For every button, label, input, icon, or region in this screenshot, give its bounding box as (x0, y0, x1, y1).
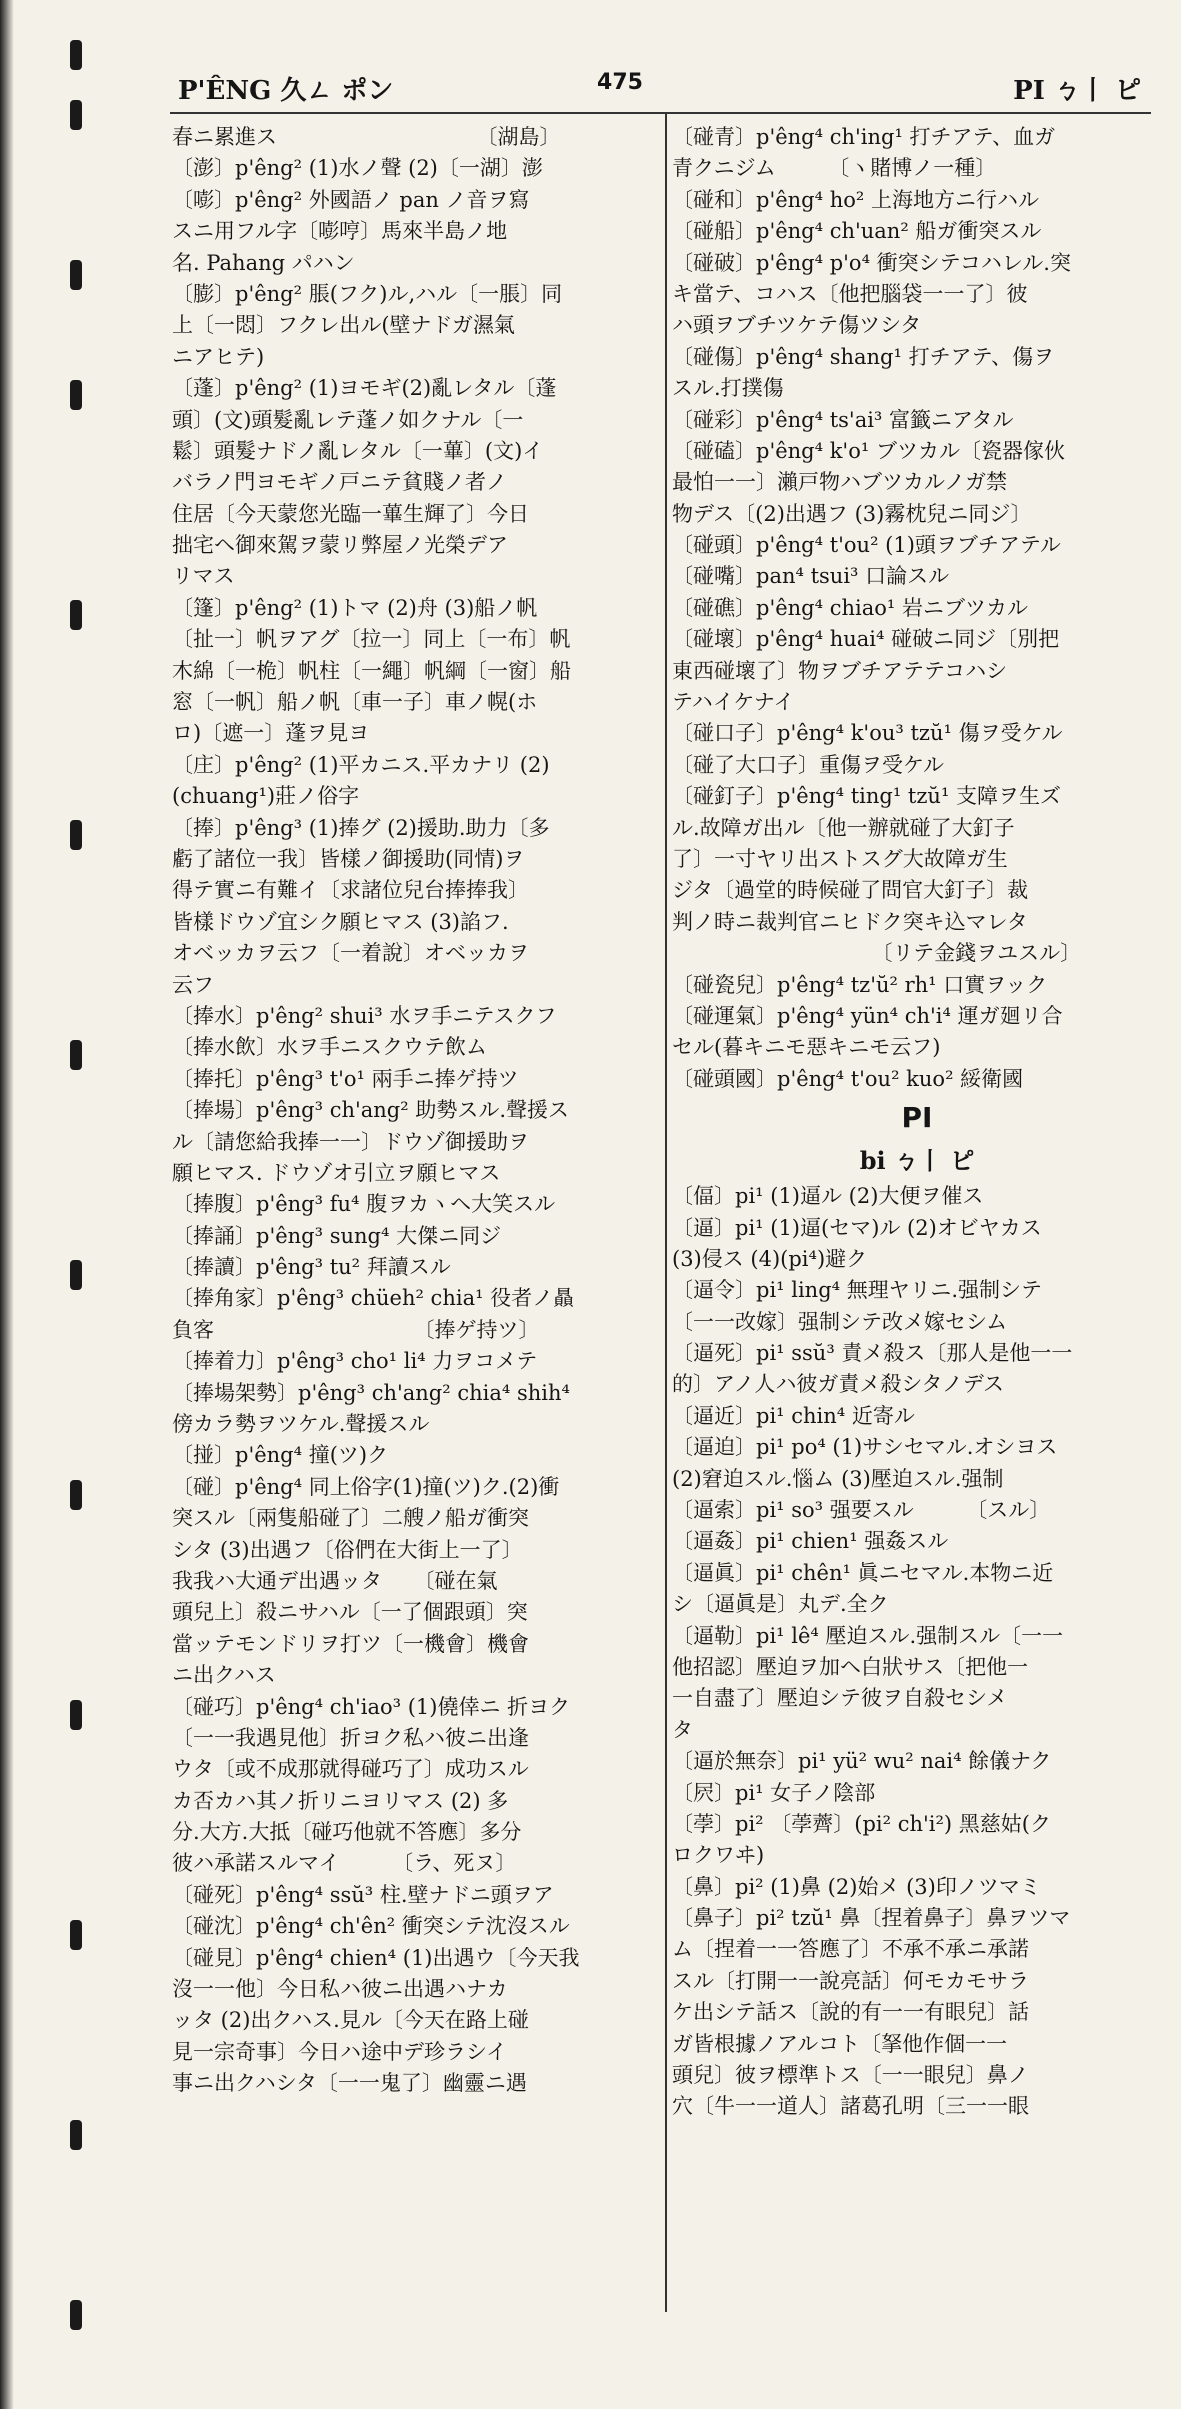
entry-line: 〔一一改嫁〕强制シテ改メ嫁セシム (672, 1309, 1008, 1334)
entry-line: 沒一一他〕今日私ハ彼ニ出遇ハナカ (172, 1977, 508, 2002)
entry-line: 的〕アノ人ハ彼ガ責メ殺シタノデス (672, 1372, 1005, 1397)
entry-line: 皆樣ドウゾ宜シク願ヒマス (3)諂フ. (172, 909, 509, 934)
entry-line: 〔逼於無奈〕pi¹ yü² wu² nai⁴ 餘儀ナク (672, 1749, 1052, 1774)
entry-line: 〔捧誦〕p'êng³ sung⁴ 大傑ニ同ジ (172, 1223, 502, 1248)
entry-line: 〔逼眞〕pi¹ chên¹ 眞ニセマル.本物ニ近 (672, 1560, 1054, 1585)
entry-line: スル〔打開一一說亮話〕何モカモサラ (672, 1968, 1029, 1993)
entry-line: 〔捧〕p'êng³ (1)捧グ (2)援助.助力〔多 (172, 815, 550, 840)
entry-line: 〔碰死〕p'êng⁴ ssŭ³ 柱.壁ナドニ頭ヲア (172, 1882, 554, 1907)
entry-line: 〔逼令〕pi¹ ling⁴ 無理ヤリニ.强制シテ (672, 1278, 1043, 1303)
entry-line: (3)侵ス (4)(pi⁴)避ク (672, 1246, 868, 1271)
entry-line: セル(暮キニモ惡キニモ云フ) (672, 1035, 941, 1060)
entry-line: 〔鼻〕pi² (1)鼻 (2)始メ (3)印ノツマミ (672, 1874, 1041, 1899)
entry-line: 我我ハ大通デ出遇ッタ 〔碰在氣 (172, 1568, 498, 1593)
section-subheading: bi ㄅ丨 ピ (859, 1146, 975, 1176)
entry-line: 〔碰嘴〕pan⁴ tsui³ 口論スル (672, 564, 950, 589)
entry-line: 〔碰壞〕p'êng⁴ huai⁴ 碰破ニ同ジ〔別把 (672, 627, 1060, 652)
entry-line: タ (672, 1717, 693, 1742)
entry-line: 拙宅ヘ御來駕ヲ蒙リ弊屋ノ光榮デア (172, 533, 508, 558)
right-column-entries-bottom (672, 1181, 1162, 2123)
entry-line: 上〔一悶〕フクレ出ル(壁ナドガ濕氣 (172, 313, 515, 338)
entry-line: 分.大方.大抵〔碰巧他就不答應〕多分 (172, 1820, 522, 1845)
entry-line: ケ出シテ話ス〔說的有一一有眼兒〕話 (672, 2000, 1029, 2025)
entry-line: ル.故障ガ出ル〔他一辦就碰了大釘子 (672, 815, 1015, 840)
entry-line: 〔捧場架勢〕p'êng³ ch'ang² chia⁴ shih⁴ (172, 1380, 570, 1405)
header-rule (170, 112, 1151, 114)
entry-line: ム〔捏着一一答應了〕不承不承ニ承諾 (672, 1937, 1029, 1962)
entry-line: リマス (172, 564, 235, 589)
right-column (672, 122, 1162, 2352)
entry-line: ガ皆根據ノアルコト〔拏他作個一一 (672, 2031, 1008, 2056)
entry-line: 彼ハ承諾スルマイ 〔ラ、死ヌ〕 (172, 1851, 517, 1876)
running-head-left: P'ÊNG 久ㄥ ポン (178, 76, 394, 106)
entry-line: 春ニ累進ス 〔湖島〕 (172, 125, 561, 149)
entry-line: 〔庄〕p'êng² (1)平カニス.平カナリ (2) (172, 752, 550, 777)
entry-line: 〔碰瓷兒〕p'êng⁴ tz'ŭ² rh¹ 口實ヲック (672, 972, 1048, 997)
entry-line: 〔碰巧〕p'êng⁴ ch'iao³ (1)僥倖ニ 折ヨク (172, 1694, 571, 1719)
entry-line: 〔碰磕〕p'êng⁴ k'o¹ ブツカル〔瓷器傢伙 (672, 438, 1065, 463)
entry-line: 青クニジム 〔ヽ賭博ノ一種〕 (672, 156, 997, 181)
entry-line: 虧了諸位一我〕皆樣ノ御援助(同情)ヲ (172, 846, 525, 871)
entry-line: (2)窘迫スル.惱ム (3)壓迫スル.强制 (672, 1466, 1004, 1491)
entry-line: 〔掽〕p'êng⁴ 撞(ツ)ク (172, 1443, 389, 1468)
entry-line: テハイケナイ (672, 690, 795, 715)
entry-line: 鬆〕頭髮ナドノ亂レタル〔一蓽〕(文)イ (172, 438, 544, 463)
entry-line: 〔捧讀〕p'êng³ tu² 拜讀スル (172, 1255, 451, 1280)
entry-line: 得テ實ニ有難イ〔求諸位兒台捧捧我〕 (172, 878, 529, 903)
entry-line: 〔捧托〕p'êng³ t'o¹ 兩手ニ捧ゲ持ツ (172, 1066, 519, 1091)
entry-line: 判ノ時ニ裁判官ニヒドク突キ込マレタ (672, 909, 1028, 934)
entry-line: スル.打撲傷 (672, 376, 784, 401)
entry-line: 窓〔一帆〕船ノ帆〔車一子〕車ノ幌(ホ (172, 690, 538, 715)
left-column (172, 122, 656, 2352)
entry-line: 頭兒〕彼ヲ標準トス〔一一眼兒〕鼻ノ (672, 2063, 1029, 2088)
entry-line: 云フ (172, 972, 214, 997)
entry-line: 見一宗奇事〕今日ハ途中デ珍ラシイ (172, 2039, 507, 2064)
entry-line: 頭〕(文)頭髮亂レテ蓬ノ如クナル〔一 (172, 407, 524, 432)
column-divider (665, 112, 667, 2312)
entry-line: ロ)〔遮一〕蓬ヲ見ヨ (172, 721, 370, 746)
entry-line: スニ用フル字〔嘭哼〕馬來半島ノ地 (172, 219, 508, 244)
page-number: 475 (597, 70, 643, 95)
entry-line: 〔碰見〕p'êng⁴ chien⁴ (1)出遇ウ〔今天我 (172, 1945, 580, 1970)
entry-line: ッタ (2)出クハス.見ル〔今天在路上碰 (172, 2008, 529, 2033)
entry-line: 〔碰釘子〕p'êng⁴ ting¹ tzŭ¹ 支障ヲ生ズ (672, 784, 1062, 809)
entry-line: 東西碰壞了〕物ヲブチアテテコハシ (672, 658, 1008, 683)
entry-line: 〔碰和〕p'êng⁴ ho² 上海地方ニ行ハル (672, 187, 1039, 212)
entry-line: 木綿〔一桅〕帆柱〔一繩〕帆綱〔一窗〕船 (172, 658, 571, 683)
entry-line: 穴〔牛一一道人〕諸葛孔明〔三一一眼 (672, 2094, 1029, 2119)
entry-line: 〔逼勒〕pi¹ lê⁴ 壓迫スル.强制スル〔一一 (672, 1623, 1064, 1648)
entry-line: ル〔請您給我捧一一〕ドウゾ御援助ヲ (172, 1129, 529, 1154)
entry-line: 最怕一一〕瀨戸物ハブツカルノガ禁 (672, 470, 1007, 495)
entry-line: 突スル〔兩隻船碰了〕二艘ノ船ガ衝突 (172, 1506, 529, 1531)
right-column-entries-top (672, 122, 1162, 1095)
entry-line: シタ (3)出遇フ〔俗們在大街上一了〕 (172, 1537, 523, 1562)
entry-line: 〔リテ金錢ヲユスル〕 (672, 941, 1082, 966)
entry-line: 〔澎〕p'êng² (1)水ノ聲 (2)〔一湖〕澎 (172, 156, 543, 181)
entry-line: 他招認〕壓迫ヲ加ヘ白狀サス〔把他一 (672, 1654, 1029, 1679)
entry-line: 負客 〔捧ゲ持ツ〕 (172, 1317, 540, 1342)
entry-line: 一自盡了〕壓迫シテ彼ヲ自殺セシメ (672, 1686, 1008, 1711)
entry-line: 〔碰頭國〕p'êng⁴ t'ou² kuo² 綏衛國 (672, 1066, 1024, 1091)
entry-line: 〔篷〕p'êng² (1)トマ (2)舟 (3)船ノ帆 (172, 595, 538, 620)
entry-line: 〔鼻子〕pi² tzŭ¹ 鼻〔捏着鼻子〕鼻ヲツマ (672, 1906, 1071, 1931)
entry-line: 〔碰彩〕p'êng⁴ ts'ai³ 富籤ニアタル (672, 407, 1014, 432)
entry-line: 名. Pahang パハン (172, 250, 355, 275)
entry-line: 〔嘭〕p'êng² 外國語ノ pan ノ音ヲ寫 (172, 187, 530, 212)
entry-line: 〔逼近〕pi¹ chin⁴ 近寄ル (672, 1403, 915, 1428)
running-head-right: PI ㄅ丨 ピ (1013, 76, 1141, 106)
entry-line: 〔逼死〕pi¹ ssŭ³ 責メ殺ス〔那人是他一一 (672, 1341, 1073, 1366)
entry-line: 〔捧腹〕p'êng³ fu⁴ 腹ヲカヽヘ大笑スル (172, 1192, 556, 1217)
entry-line: 傍カラ勢ヲツケル.聲援スル (172, 1412, 430, 1437)
entry-line: ロクワヰ) (672, 1843, 765, 1868)
entry-line: 〔膨〕p'êng² 脹(フク)ル,ハル〔一脹〕同 (172, 281, 563, 306)
section-heading: PI (901, 1101, 933, 1135)
entry-line: シ〔逼眞是〕丸デ.全ク (672, 1592, 889, 1617)
entry-line: 物デス〔(2)出遇フ (3)霧枕兒ニ同ジ〕 (672, 501, 1032, 526)
entry-line: 事ニ出クハシタ〔一一鬼了〕幽靈ニ遇 (172, 2071, 527, 2096)
entry-line: 〔逼迫〕pi¹ po⁴ (1)サシセマル.オシヨス (672, 1435, 1058, 1460)
entry-line: 〔扯一〕帆ヲアグ〔拉一〕同上〔一布〕帆 (172, 627, 571, 652)
entry-line: (chuang¹)莊ノ俗字 (172, 784, 360, 809)
entry-line: 〔碰船〕p'êng⁴ ch'uan² 船ガ衝突スル (672, 219, 1042, 244)
entry-line: ハ頭ヲブチツケテ傷ツシタ (672, 313, 922, 338)
entry-line: バラノ門ヨモギノ戸ニテ貧賤ノ者ノ (172, 470, 507, 495)
entry-line: 當ッテモンドリヲ打ツ〔一機會〕機會 (172, 1631, 529, 1656)
entry-line: 〔碰礁〕p'êng⁴ chiao¹ 岩ニブツカル (672, 595, 1028, 620)
entry-line: 頭兒上〕殺ニサハル〔一了個跟頭〕突 (172, 1600, 528, 1625)
entry-line: 〔捧着力〕p'êng³ cho¹ li⁴ 力ヲコメテ (172, 1349, 538, 1374)
entry-line: 〔逼姦〕pi¹ chien¹ 强姦スル (672, 1529, 949, 1554)
entry-line: 〔捧水飲〕水ヲ手ニスクウテ飲ム (172, 1035, 487, 1060)
entry-line: 〔碰頭〕p'êng⁴ t'ou² (1)頭ヲブチアテル (672, 533, 1061, 558)
entry-line: 〔逼索〕pi¹ so³ 强要スル 〔スル〕 (672, 1498, 1051, 1523)
entry-line: ニアヒテ) (172, 344, 265, 369)
entry-line: 了〕一寸ヤリ出ストスグ大故障ガ生 (672, 846, 1008, 871)
entry-line: ジタ〔過堂的時候碰了問官大釘子〕裁 (672, 878, 1029, 903)
entry-line: 〔碰傷〕p'êng⁴ shang¹ 打チアテ、傷ヲ (672, 344, 1055, 369)
entry-line: ウタ〔或不成那就得碰巧了〕成功スル (172, 1757, 529, 1782)
page-edge-shadow (0, 0, 14, 2409)
entry-line: 〔碰了大口子〕重傷ヲ受ケル (672, 752, 944, 777)
entry-line: 〔荸〕pi² 〔荸薺〕(pi² ch'i²) 黑慈姑(ク (672, 1811, 1051, 1836)
entry-line: 〔捧水〕p'êng² shui³ 水ヲ手ニテスクフ (172, 1003, 557, 1028)
entry-line: オベッカヲ云フ〔一着說〕オベッカヲ (172, 941, 529, 966)
entry-line: キ當テ、コハス〔他把腦袋一一了〕彼 (672, 281, 1028, 306)
entry-line: 〔碰口子〕p'êng⁴ k'ou³ tzŭ¹ 傷ヲ受ケル (672, 721, 1063, 746)
entry-line: 〔偪〕pi¹ (1)逼ル (2)大便ヲ催ス (672, 1184, 984, 1209)
entry-line: 〔蓬〕p'êng² (1)ヨモギ(2)亂レタル〔蓬 (172, 376, 557, 401)
entry-line: 〔碰〕p'êng⁴ 同上俗字(1)撞(ツ)ク.(2)衝 (172, 1474, 560, 1499)
entry-line: 〔碰沈〕p'êng⁴ ch'ên² 衝突シテ沈沒スル (172, 1914, 570, 1939)
entry-line: カ否カハ其ノ折リニヨリマス (2) 多 (172, 1788, 509, 1813)
entry-line: 〔屄〕pi¹ 女子ノ陰部 (672, 1780, 876, 1805)
entry-line: 〔逼〕pi¹ (1)逼(セマ)ル (2)オビヤカス (672, 1215, 1042, 1240)
entry-line: 願ヒマス. ドウゾオ引立ヲ願ヒマス (172, 1160, 501, 1185)
entry-line: 〔捧場〕p'êng³ ch'ang² 助勢スル.聲援ス (172, 1098, 570, 1123)
entry-line: 住居〔今天蒙您光臨一蓽生輝了〕今日 (172, 501, 529, 526)
entry-line: 〔一一我遇見他〕折ヨク私ハ彼ニ出逢 (172, 1725, 529, 1750)
margin-index-marks (30, 40, 120, 2370)
entry-line: 〔捧角家〕p'êng³ chüeh² chia¹ 役者ノ贔 (172, 1286, 575, 1311)
entry-line: 〔碰破〕p'êng⁴ p'o⁴ 衝突シテコハレル.突 (672, 250, 1071, 275)
entry-line: 〔碰運氣〕p'êng⁴ yün⁴ ch'i⁴ 運ガ廻リ合 (672, 1003, 1063, 1028)
entry-line: ニ出クハス (172, 1663, 276, 1688)
entry-line: 〔碰青〕p'êng⁴ ch'ing¹ 打チアテ、血ガ (672, 125, 1056, 149)
